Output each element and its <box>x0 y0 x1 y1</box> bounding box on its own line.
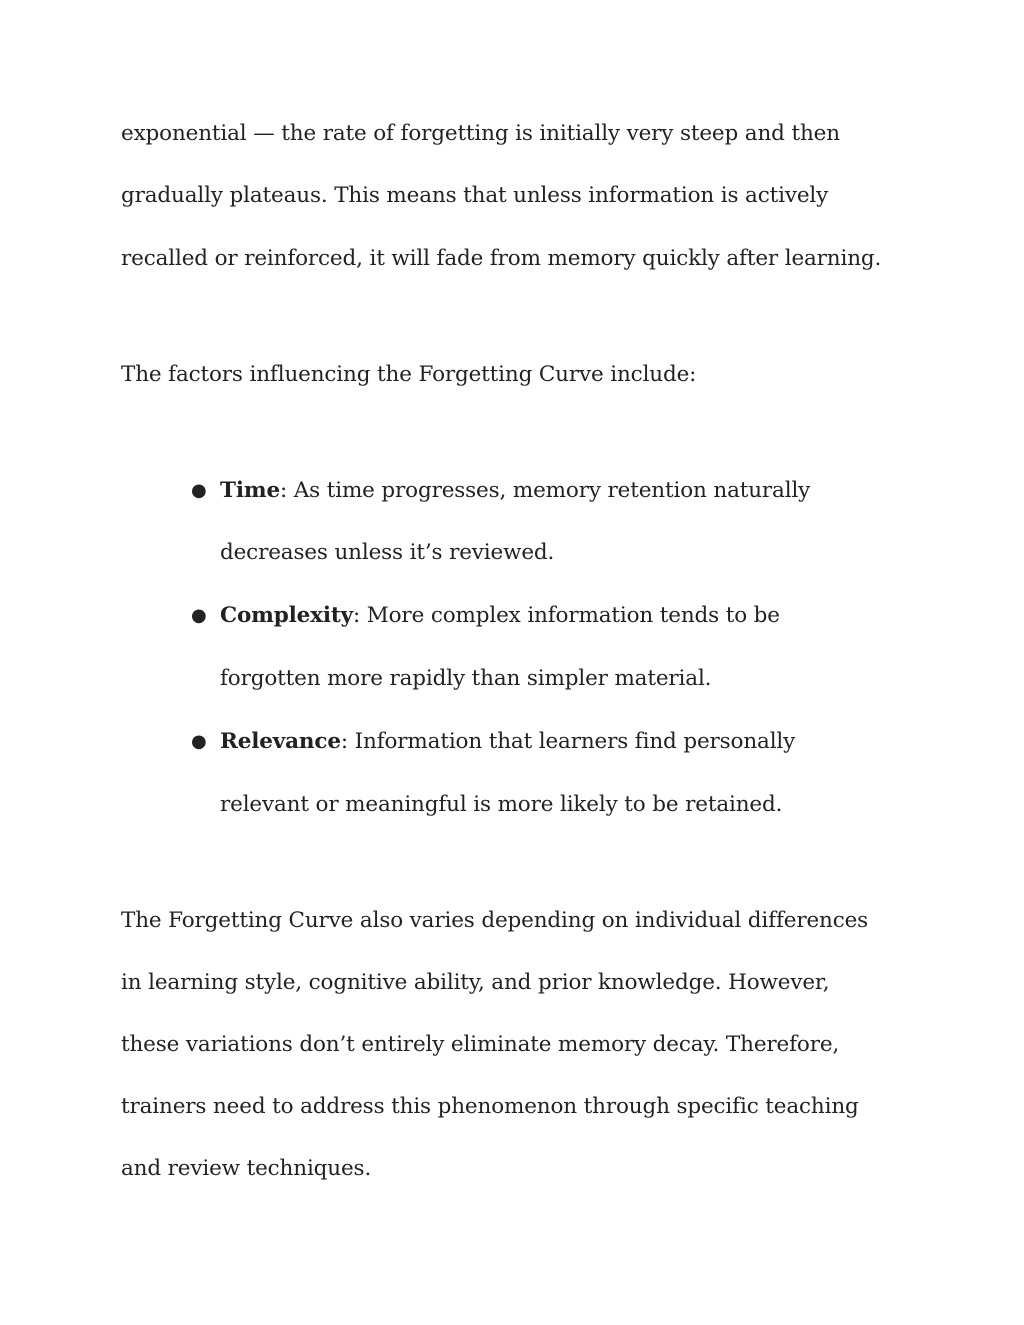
list-item-line-2: decreases unless it’s reviewed. <box>220 540 555 565</box>
closing-line-1: The Forgetting Curve also varies depending on individual differences <box>121 908 869 933</box>
factors-heading: The factors influencing the Forgetting Curve include: <box>121 362 697 387</box>
list-item-text: : As time progresses, memory retention naturally <box>280 478 811 503</box>
closing-line-2: in learning style, cognitive ability, and prior knowledge. However, <box>121 970 830 995</box>
intro-line-2: gradually plateaus. This means that unless information is actively <box>121 183 829 208</box>
list-item-text: : More complex information tends to be <box>353 603 780 628</box>
bullet-icon: ● <box>191 480 207 501</box>
list-item-line-2: relevant or meaningful is more likely to be retained. <box>220 792 783 817</box>
intro-line-3: recalled or reinforced, it will fade from memory quickly after learning. <box>121 246 882 271</box>
list-item-term: Time <box>220 478 280 503</box>
list-item-line-2: forgotten more rapidly than simpler material. <box>220 666 712 691</box>
list-item-term: Complexity <box>220 603 353 628</box>
closing-line-4: trainers need to address this phenomenon through specific teaching <box>121 1094 859 1119</box>
list-item-text: : Information that learners find personally <box>340 729 796 754</box>
intro-line-1: exponential — the rate of forgetting is initially very steep and then <box>121 121 840 146</box>
list-item-line-1 <box>220 476 810 506</box>
list-item-term: Relevance <box>220 729 341 754</box>
closing-line-3: these variations don’t entirely eliminate memory decay. Therefore, <box>121 1032 840 1057</box>
list-item-line-1 <box>220 601 780 631</box>
bullet-icon: ● <box>191 605 207 626</box>
list-item-line-1 <box>220 727 795 757</box>
bullet-icon: ● <box>191 731 207 752</box>
closing-line-5: and review techniques. <box>121 1156 372 1181</box>
